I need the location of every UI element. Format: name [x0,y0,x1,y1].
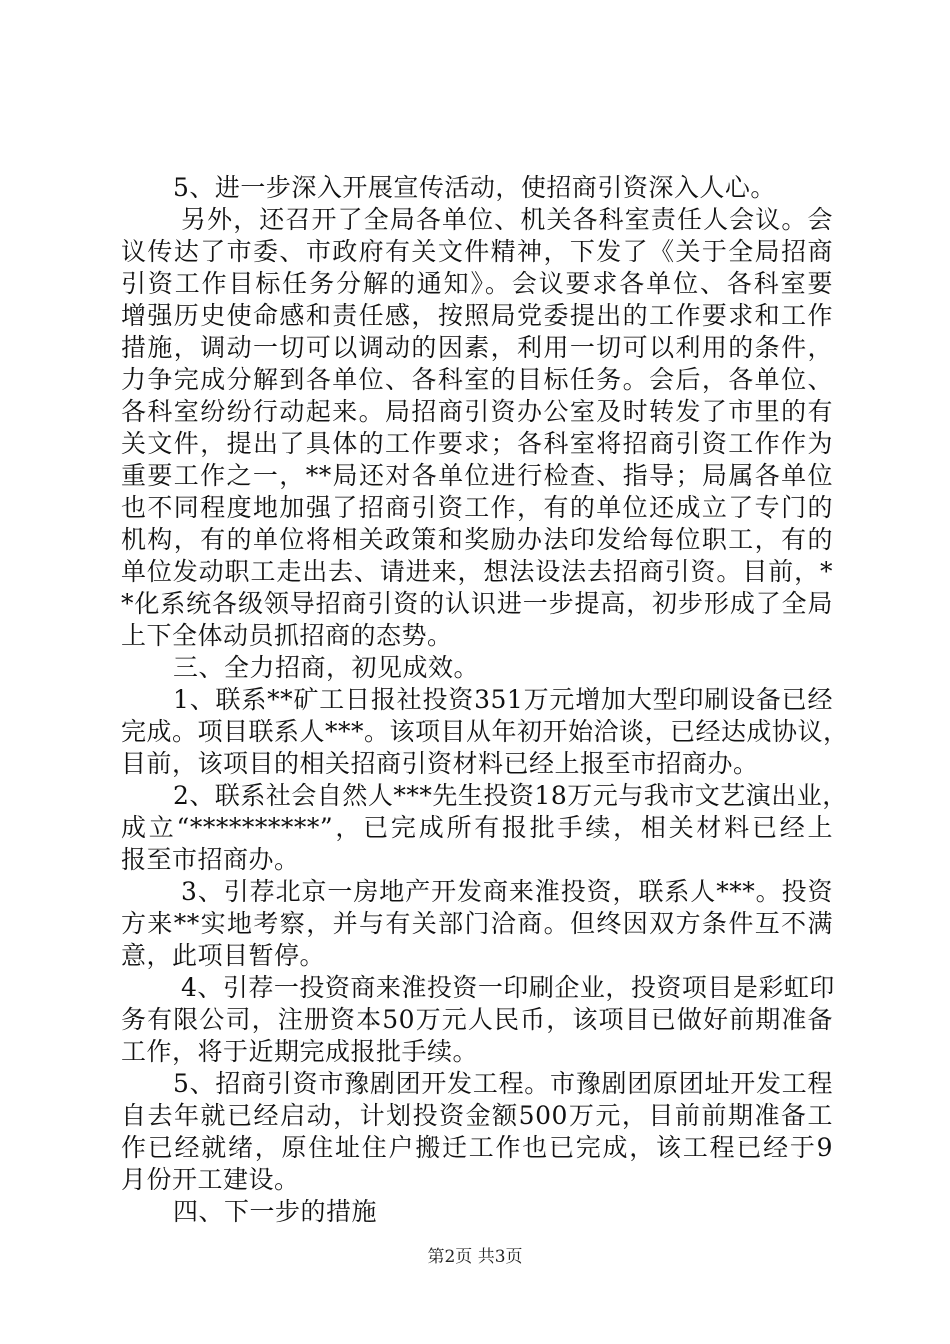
text-line: 重要工作之一，**局还对各单位进行检查、指导；局属各单位 [121,461,833,490]
section-heading: 四、下一步的措施 [173,1197,378,1226]
text-line: 也不同程度地加强了招商引资工作，有的单位还成立了专门的 [121,493,833,522]
text-line: 2、联系社会自然人***先生投资18万元与我市文艺演出业， [173,781,848,810]
text-line: 目前，该项目的相关招商引资材料已经上报至市招商办。 [121,749,759,778]
text-line: 意，此项目暂停。 [121,941,326,970]
text-line: 增强历史使命感和责任感，按照局党委提出的工作要求和工作 [121,301,833,330]
text-line: 1、联系**矿工日报社投资351万元增加大型印刷设备已经 [173,685,833,714]
text-line: *化系统各级领导招商引资的认识进一步提高，初步形成了全局 [121,589,833,618]
text-line: 完成。项目联系人***。该项目从年初开始洽谈，已经达成协议， [121,717,849,746]
section-heading: 三、全力招商，初见成效。 [173,653,480,682]
text-line: 5、招商引资市豫剧团开发工程。市豫剧团原团址开发工程 [173,1069,833,1098]
text-line: 引资工作目标任务分解的通知》。会议要求各单位、各科室要 [121,269,833,298]
text-line: 成立“**********”，已完成所有报批手续，相关材料已经上 [121,813,833,842]
text-line: 另外，还召开了全局各单位、机关各科室责任人会议。会 [181,205,833,234]
text-line: 3、引荐北京一房地产开发商来淮投资，联系人***。投资 [181,877,833,906]
text-line: 上下全体动员抓招商的态势。 [121,621,453,650]
text-line: 工作，将于近期完成报批手续。 [121,1037,479,1066]
text-line: 月份开工建设。 [121,1165,300,1194]
page-footer: 第2页 共3页 [427,1247,523,1267]
text-line: 议传达了市委、市政府有关文件精神，下发了《关于全局招商 [121,237,833,266]
text-line: 务有限公司，注册资本50万元人民币，该项目已做好前期准备 [121,1005,833,1034]
text-line: 措施，调动一切可以调动的因素，利用一切可以利用的条件， [121,333,833,362]
text-line: 关文件，提出了具体的工作要求；各科室将招商引资工作作为 [121,429,833,458]
text-line: 自去年就已经启动，计划投资金额500万元，目前前期准备工 [121,1101,833,1130]
text-line: 机构，有的单位将相关政策和奖励办法印发给每位职工，有的 [121,525,833,554]
text-line: 各科室纷纷行动起来。局招商引资办公室及时转发了市里的有 [121,397,833,426]
text-line: 4、引荐一投资商来淮投资一印刷企业，投资项目是彩虹印 [181,973,835,1002]
text-line: 5、进一步深入开展宣传活动，使招商引资深入人心。 [173,173,776,202]
text-line: 作已经就绪，原住址住户搬迁工作也已完成，该工程已经于9 [121,1133,833,1162]
text-line: 单位发动职工走出去、请进来，想法设法去招商引资。目前，* [121,557,833,586]
text-line: 报至市招商办。 [121,845,300,874]
text-line: 方来**实地考察，并与有关部门洽商。但终因双方条件互不满 [121,909,833,938]
text-line: 力争完成分解到各单位、各科室的目标任务。会后，各单位、 [121,365,833,394]
